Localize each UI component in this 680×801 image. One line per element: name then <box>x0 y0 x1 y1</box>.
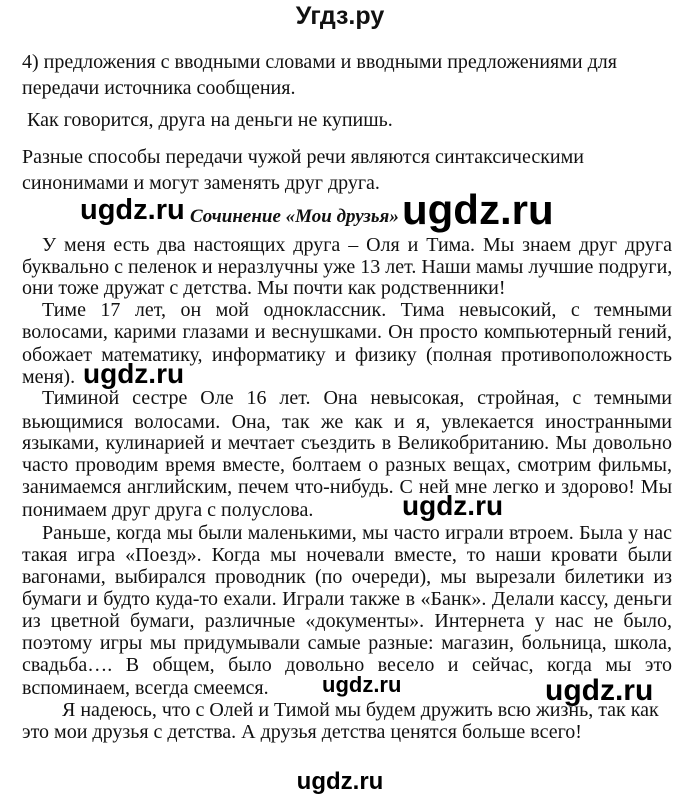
essay-line: понимаем друг друга с полуслова. <box>22 499 314 521</box>
watermark: ugdz.ru <box>545 674 654 707</box>
intro-line: синонимами и могут заменять друг друга. <box>22 172 380 194</box>
essay-line: Тиминой сестре Оле 16 лет. Она невысокая, стройная, с темными <box>42 387 672 409</box>
essay-line: буквально с пеленок и неразлучны уже 13 лет. Наши мамы лучшие подруги, <box>22 256 673 278</box>
essay-line: свадьба…. В общем, было довольно весело и сейчас, когда мы это <box>22 654 672 676</box>
site-title: Угдз.ру <box>295 2 385 30</box>
intro-line: передачи источника сообщения. <box>22 77 296 99</box>
watermark: ugdz.ru <box>83 358 185 389</box>
essay-line: занимаемся английским, печем что-нибудь. С ней мне легко и здорово! Мы <box>22 476 672 498</box>
essay-title: Сочинение «Мои друзья» <box>190 206 399 227</box>
footer-watermark: ugdz.ru <box>296 768 384 795</box>
essay-line: поэтому игры мы придумывали самые разные: магазин, больница, школа, <box>22 632 672 654</box>
essay-line: языками, кулинарией и мечтает съездить в Великобританию. Мы довольно <box>22 432 672 454</box>
essay-line: волосами, карими глазами и веснушками. Он просто компьютерный гений, <box>22 321 672 343</box>
watermark: ugdz.ru <box>80 194 185 226</box>
essay-line: Я надеюсь, что с Олей и Тимой мы будем дружить всю жизнь, так как <box>62 699 659 721</box>
essay-line: часто проводим время вместе, болтаем о разных вещах, смотрим фильмы, <box>22 454 672 476</box>
essay-line: Раньше, когда мы были маленькими, мы часто играли втроем. Была у нас <box>42 522 672 544</box>
essay-line: из цветной бумаги, различные «документы». Интернета у нас не было, <box>22 610 672 632</box>
essay-line: вьющимися волосами. Она, так же как и я, увлекается иностранными <box>22 411 672 433</box>
essay-line: вагонами, выбирался проводник (по очереди), мы вырезали билетики из <box>22 566 672 588</box>
intro-line: Разные способы передачи чужой речи являются синтаксическими <box>22 146 584 168</box>
essay-line: это мои друзья с детства. А друзья детства ценятся больше всего! <box>22 721 582 743</box>
essay-line: вспоминаем, всегда смеемся. <box>22 677 269 699</box>
intro-line: 4) предложения с вводными словами и вводными предложениями для <box>22 51 617 73</box>
essay-line: меня). <box>22 366 76 388</box>
watermark: ugdz.ru <box>402 186 554 233</box>
essay-line: Тиме 17 лет, он мой одноклассник. Тима невысокий, с темными <box>42 299 672 321</box>
watermark: ugdz.ru <box>322 672 402 697</box>
essay-line: они тоже дружат с детства. Мы почти как родственники! <box>22 277 506 299</box>
essay-line: У меня есть два настоящих друга – Оля и Тима. Мы знаем друг друга <box>42 234 672 256</box>
essay-line: обожает математику, информатику и физику (полная противоположность <box>22 344 672 366</box>
watermark: ugdz.ru <box>402 490 504 521</box>
intro-line: Как говорится, друга на деньги не купишь. <box>27 109 393 131</box>
essay-line: бумаги и будто куда-то ехали. Играли также в «Банк». Делали кассу, деньги <box>22 588 672 610</box>
essay-line: такая игра «Поезд». Когда мы ночевали вместе, то наши кровати были <box>22 544 672 566</box>
